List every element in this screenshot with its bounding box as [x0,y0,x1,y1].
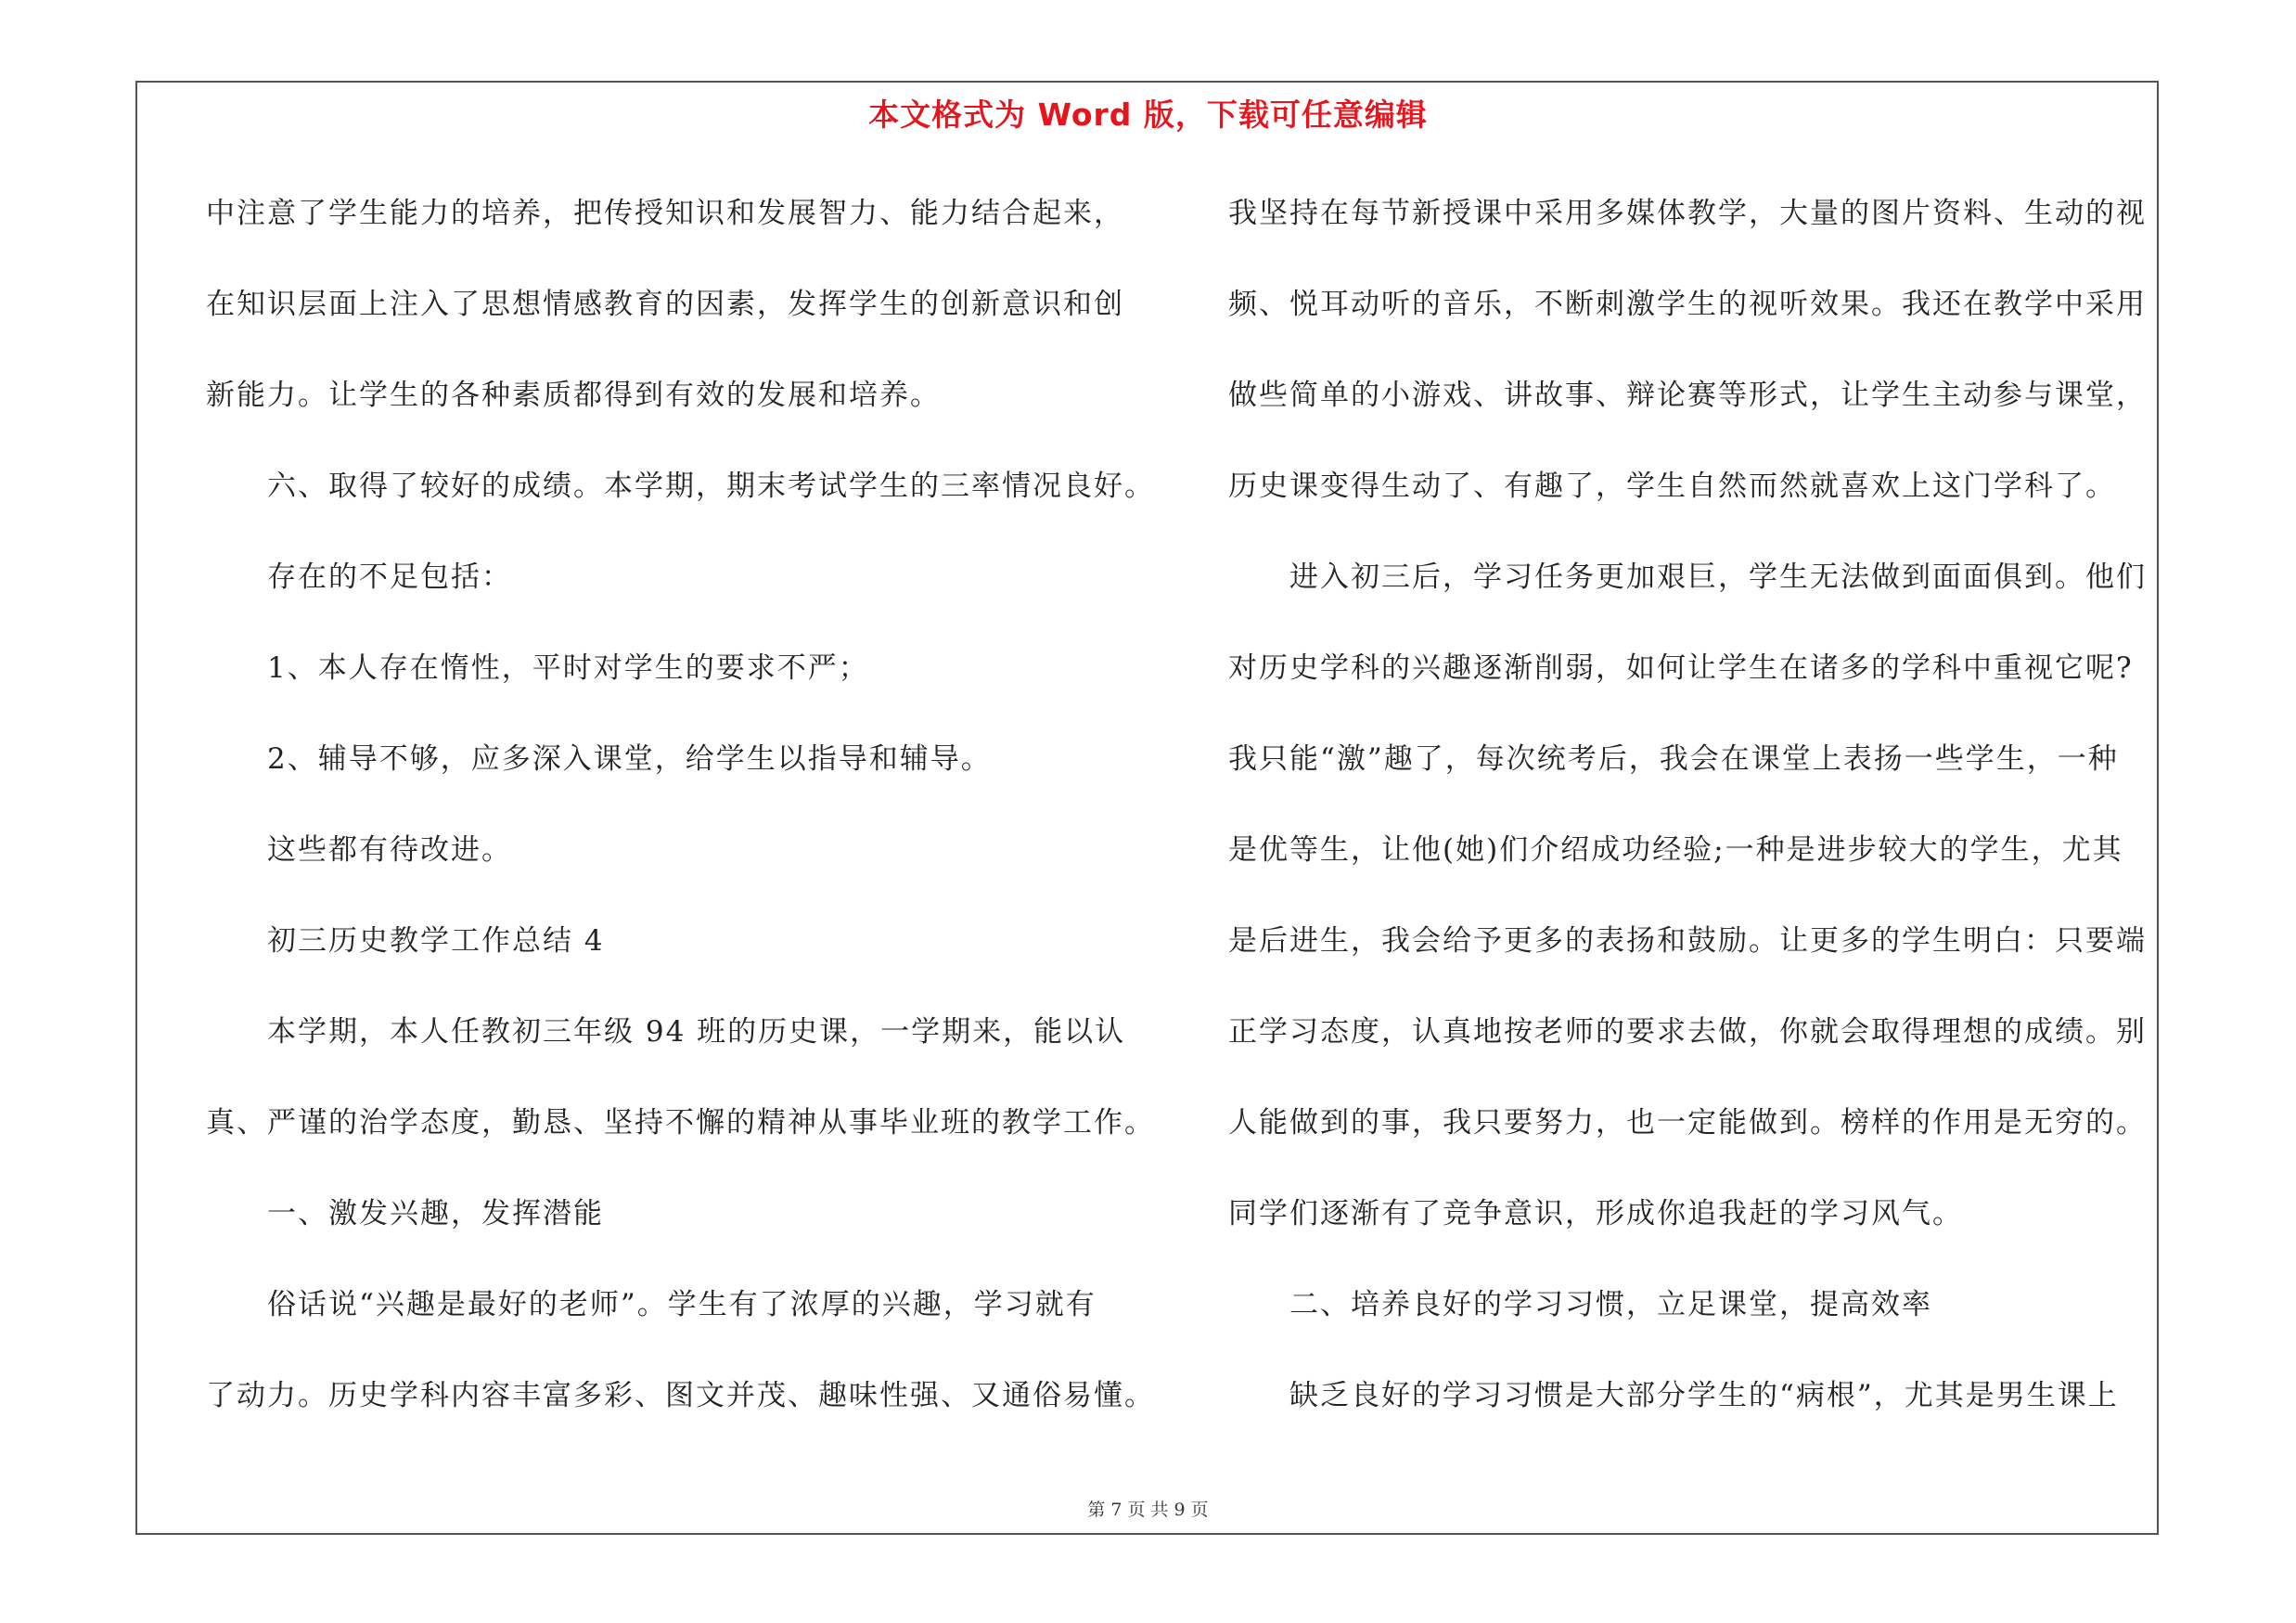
text-line: 人能做到的事，我只要努力，也一定能做到。榜样的作用是无穷的。 [1228,1106,2147,1140]
text-line: 新能力。让学生的各种素质都得到有效的发展和培养。 [206,379,941,412]
text-line: 在知识层面上注入了思想情感教育的因素，发挥学生的创新意识和创 [206,288,1124,321]
text-line: 二、培养良好的学习习惯，立足课堂，提高效率 [1289,1288,1932,1321]
format-banner: 本文格式为 Word 版，下载可任意编辑 [868,97,1428,133]
text-line: 真、严谨的治学态度，勤恳、坚持不懈的精神从事毕业班的教学工作。 [206,1106,1155,1140]
text-line: 做些简单的小游戏、讲故事、辩论赛等形式，让学生主动参与课堂， [1228,379,2147,412]
text-line: 一、激发兴趣，发挥潜能 [267,1197,604,1230]
text-line: 历史课变得生动了、有趣了，学生自然而然就喜欢上这门学科了。 [1228,470,2116,503]
text-line: 正学习态度，认真地按老师的要求去做，你就会取得理想的成绩。别 [1228,1015,2147,1049]
right-text-column [1228,186,2165,1459]
text-line: 是后进生，我会给予更多的表扬和鼓励。让更多的学生明白：只要端 [1228,924,2147,958]
text-line: 初三历史教学工作总结 4 [267,924,605,958]
text-line: 缺乏良好的学习习惯是大部分学生的“病根”，尤其是男生课上 [1289,1379,2119,1412]
text-line: 这些都有待改进。 [267,833,512,867]
text-line: 是优等生，让他(她)们介绍成功经验;一种是进步较大的学生，尤其 [1228,833,2123,867]
text-line: 对历史学科的兴趣逐渐削弱，如何让学生在诸多的学科中重视它呢? [1228,651,2134,685]
text-line: 六、取得了较好的成绩。本学期，期末考试学生的三率情况良好。 [267,470,1155,503]
text-line: 同学们逐渐有了竞争意识，形成你追我赶的学习风气。 [1228,1197,1963,1230]
text-line: 俗话说“兴趣是最好的老师”。学生有了浓厚的兴趣，学习就有 [267,1288,1097,1321]
text-line: 我只能“激”趣了，每次统考后，我会在课堂上表扬一些学生，一种 [1228,742,2119,776]
text-line: 存在的不足包括： [267,560,512,594]
text-line: 进入初三后，学习任务更加艰巨，学生无法做到面面俱到。他们 [1289,560,2147,594]
text-line: 2、辅导不够，应多深入课堂，给学生以指导和辅导。 [267,742,992,776]
text-line: 频、悦耳动听的音乐，不断刺激学生的视听效果。我还在教学中采用 [1228,288,2147,321]
text-line: 本学期，本人任教初三年级 94 班的历史课，一学期来，能以认 [267,1015,1126,1049]
text-line: 我坚持在每节新授课中采用多媒体教学，大量的图片资料、生动的视 [1228,197,2147,230]
text-line: 了动力。历史学科内容丰富多彩、图文并茂、趣味性强、又通俗易懂。 [206,1379,1155,1412]
page-number-footer: 第 7 页 共 9 页 [1087,1500,1209,1520]
text-line: 中注意了学生能力的培养，把传授知识和发展智力、能力结合起来， [206,197,1124,230]
text-line: 1、本人存在惰性，平时对学生的要求不严； [267,651,869,685]
left-text-column [206,186,1161,1459]
